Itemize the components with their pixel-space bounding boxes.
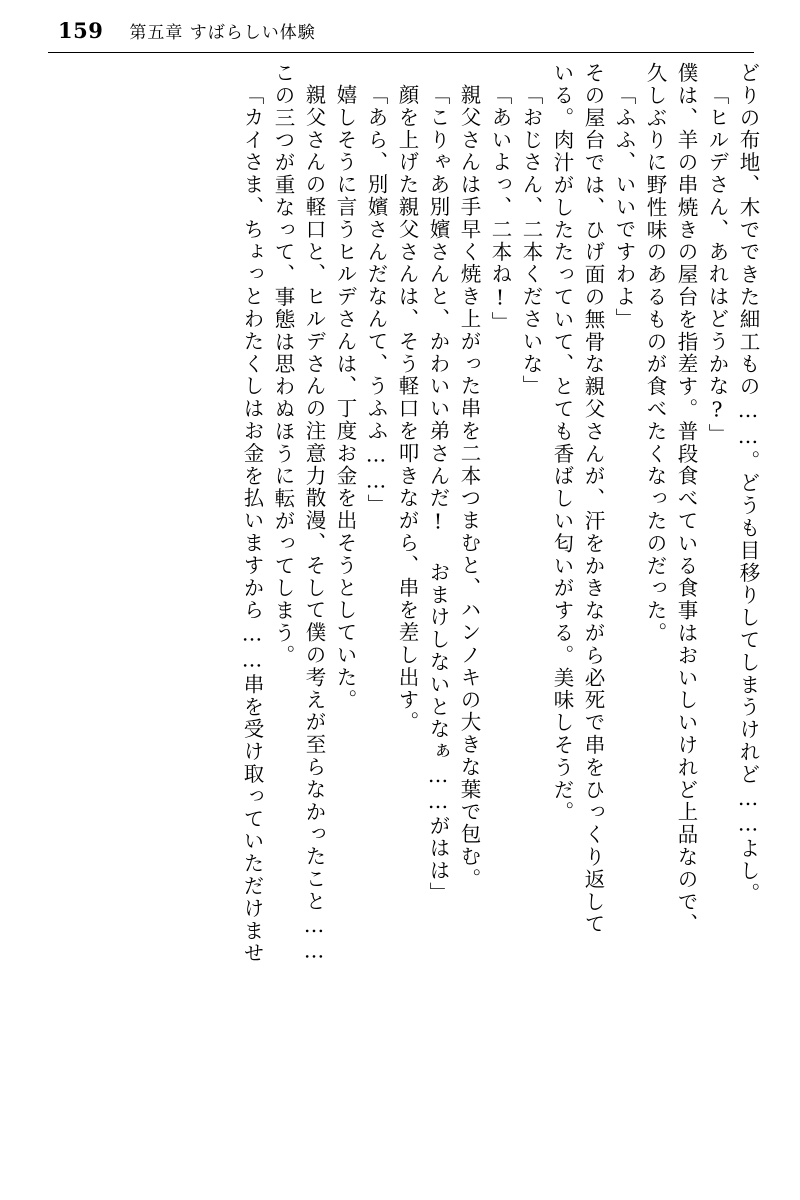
text-line: この三つが重なって、事態は思わぬほうに転がってしまう。 xyxy=(271,62,295,667)
text-line: 親父さんは手早く焼き上がった串を二本つまむと、ハンノキの大きな葉で包む。 xyxy=(457,84,481,891)
text-line: 「おじさん、二本くださいな」 xyxy=(519,84,543,398)
text-line: 「こりゃあ別嬪さんと、かわいい弟さんだ! おまけしないとなぁ……がはは」 xyxy=(426,84,450,905)
page-header xyxy=(0,18,800,52)
text-line: 「あいよっ、二本ね!」 xyxy=(488,84,512,334)
text-line: どりの布地、木でできた細工もの……。どうも目移りしてしまうけれど……よし。 xyxy=(736,62,760,905)
text-line: その屋台では、ひげ面の無骨な親父さんが、汗をかきながら必死で串をひっくり返して xyxy=(581,62,605,936)
text-line: 嬉しそうに言うヒルデさんは、丁度お金を出そうとしていた。 xyxy=(333,84,357,712)
text-line: いる。肉汁がしたたっていて、とても香ばしい匂いがする。美味しそうだ。 xyxy=(550,62,574,824)
chapter-title: 第五章 すばらしい体験 xyxy=(129,23,316,43)
text-line: 親父さんの軽口と、ヒルデさんの注意力散漫、そして僕の考えが至らなかったこと…… xyxy=(302,84,326,965)
text-line: 「カイさま、ちょっとわたくしはお金を払いますから……串を受け取っていただけませ xyxy=(240,84,264,965)
text-line: 顔を上げた親父さんは、そう軽口を叩きながら、串を差し出す。 xyxy=(395,84,419,734)
text-line: 「ふふ、いいですわよ」 xyxy=(612,84,636,331)
header-divider xyxy=(48,52,754,53)
page-number: 159 xyxy=(58,18,104,43)
text-line: 「ヒルデさん、あれはどうかな?」 xyxy=(705,84,729,446)
text-line: 久しぶりに野性味のあるものが食べたくなったのだった。 xyxy=(643,62,667,645)
vertical-text-body xyxy=(44,62,758,1182)
text-line: 「あら、別嬪さんだなんて、うふふ……」 xyxy=(364,84,388,517)
text-line: 僕は、羊の串焼きの屋台を指差す。普段食べている食事はおいしいけれど上品なので、 xyxy=(674,62,698,936)
